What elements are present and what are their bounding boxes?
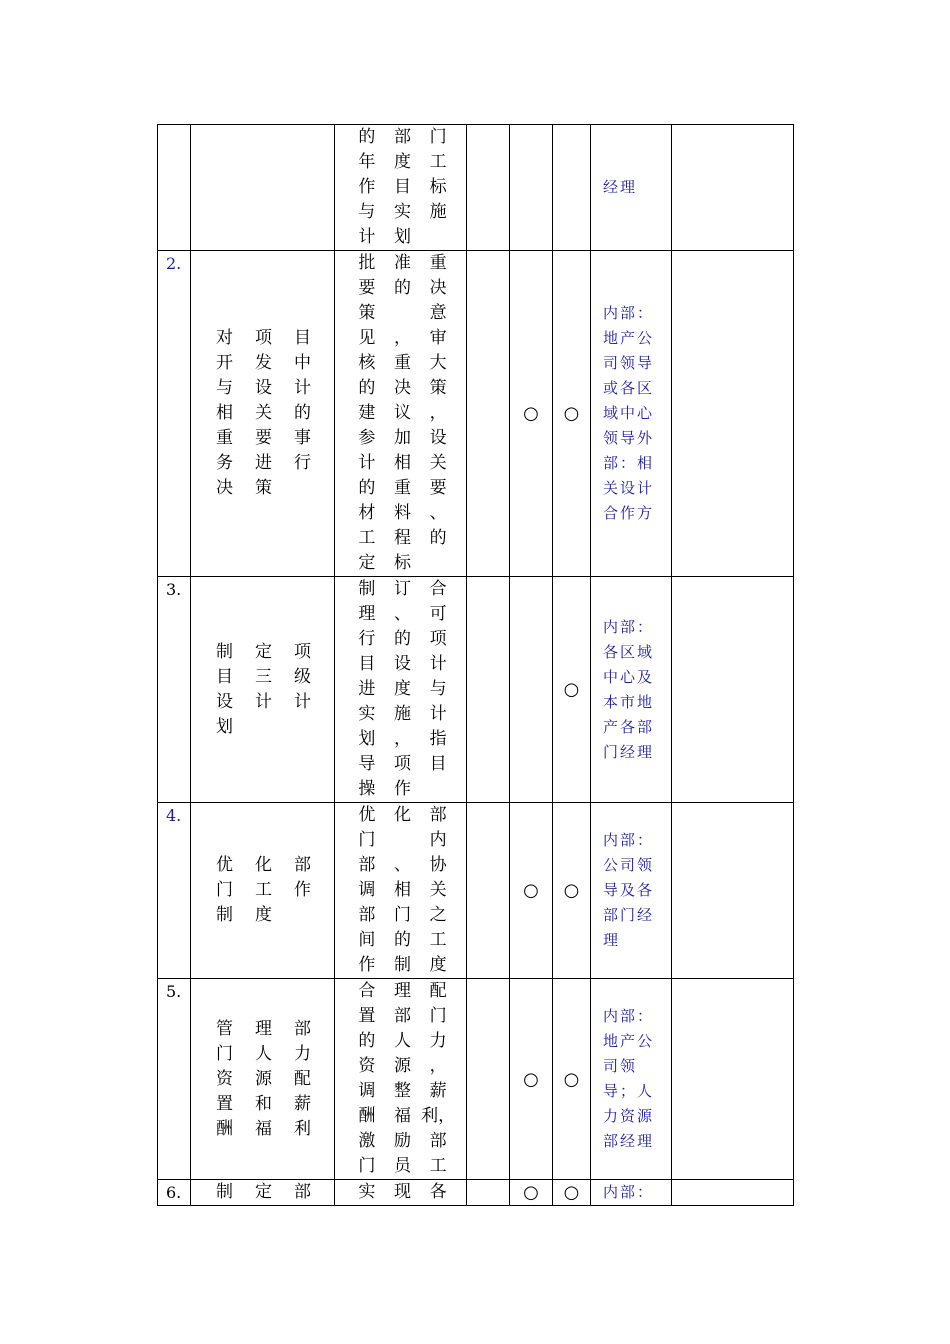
description-char: 订 [393, 579, 411, 599]
description-char: 协 [429, 855, 447, 875]
description-char: 作 [358, 177, 376, 197]
description-char: 励 [393, 1131, 411, 1151]
responsible-party-cell [591, 1180, 672, 1206]
mark-cell-2 [553, 125, 591, 251]
responsible-party-text: 内部： [603, 1183, 655, 1201]
item-char: 管 [216, 1018, 233, 1039]
notes-cell [672, 125, 794, 251]
item-char: 人 [255, 1043, 272, 1064]
description-char: 实 [358, 1182, 376, 1202]
description-char: 审 [429, 328, 447, 348]
description-char: 实 [358, 704, 376, 724]
item-char: 福 [255, 1118, 272, 1139]
description-char: 利， [421, 1106, 456, 1126]
description-char: ， [429, 403, 447, 423]
description-char: 、 [393, 604, 411, 624]
description-char: 项 [429, 629, 447, 649]
responsible-party-cell [591, 251, 672, 577]
description-char: ， [393, 729, 411, 749]
description-char: 与 [429, 679, 447, 699]
description-char: 部 [393, 127, 411, 147]
blank-cell [467, 803, 510, 979]
item-char: 划 [216, 716, 233, 737]
item-char: 行 [294, 453, 311, 473]
responsible-party-text: 经理 [603, 178, 638, 196]
description-cell [335, 1180, 467, 1206]
description-char: 酬 [358, 1106, 376, 1126]
description-char: 划 [393, 227, 411, 247]
description-char: 制 [358, 579, 376, 599]
row-number: 2. [158, 251, 191, 577]
item-text [191, 853, 334, 928]
item-char: 制 [216, 905, 233, 925]
description-char: 的 [393, 930, 411, 950]
description-char: 整 [393, 1081, 411, 1101]
description-char: 现 [393, 1182, 411, 1202]
responsible-party-cell [591, 803, 672, 979]
item-char: 部 [294, 1182, 311, 1202]
description-char: 加 [393, 428, 411, 448]
description-char: 材 [358, 503, 376, 523]
item-char: 发 [255, 353, 272, 373]
description-char: 度 [429, 955, 447, 975]
description-char: 理 [393, 981, 411, 1001]
description-char: 的 [358, 378, 376, 398]
item-char: 项 [255, 328, 272, 348]
description-char: 项 [393, 754, 411, 774]
item-char: 对 [216, 328, 233, 348]
table-row [158, 1180, 794, 1206]
description-char: 要 [358, 278, 376, 298]
description-char: 各 [429, 1182, 447, 1202]
description-char: 指 [429, 729, 447, 749]
item-char: 部 [294, 855, 311, 875]
item-char: 制 [216, 1182, 233, 1202]
description-text [335, 251, 466, 576]
description-char: 目 [429, 754, 447, 774]
notes-cell [672, 577, 794, 803]
description-char: 调 [358, 880, 376, 900]
description-char: 源 [393, 1056, 411, 1076]
description-char: 相 [393, 880, 411, 900]
item-char: 的 [294, 403, 311, 423]
description-char: 目 [358, 654, 376, 674]
description-char [385, 301, 421, 326]
item-text [191, 326, 334, 501]
description-char: 设 [429, 428, 447, 448]
description-char: 薪 [429, 1081, 447, 1101]
blank-cell [467, 1180, 510, 1206]
description-char: 导 [358, 754, 376, 774]
description-char: 重 [429, 253, 447, 273]
description-char: 参 [358, 428, 376, 448]
description-char: 资 [358, 1056, 376, 1076]
description-char: 、 [429, 503, 447, 523]
description-char: 与 [358, 202, 376, 222]
item-cell [191, 1180, 335, 1206]
description-char: 部 [393, 1006, 411, 1026]
description-char: 标 [429, 177, 447, 197]
mark-cell-1 [510, 577, 553, 803]
responsible-party-cell [591, 125, 672, 251]
description-char: 门 [429, 127, 447, 147]
description-char: 福 [393, 1106, 411, 1126]
description-char: 标 [393, 553, 411, 573]
item-cell [191, 577, 335, 803]
description-char: 准 [393, 253, 411, 273]
description-char: 批 [358, 253, 376, 273]
table-row [158, 979, 794, 1180]
item-char: 设 [255, 378, 272, 398]
notes-cell [672, 979, 794, 1180]
blank-cell [467, 251, 510, 577]
item-text [191, 640, 334, 740]
description-char: 调 [358, 1081, 376, 1101]
description-char: 计 [358, 227, 376, 247]
item-char: 资 [216, 1068, 233, 1089]
mark-cell-1 [510, 125, 553, 251]
item-char: 事 [294, 428, 311, 448]
description-char: 重 [393, 478, 411, 498]
description-char: 的 [358, 1031, 376, 1051]
description-char: 相 [393, 453, 411, 473]
item-char: 重 [216, 428, 233, 448]
description-char: 部 [429, 805, 447, 825]
description-char: 行 [358, 629, 376, 649]
item-cell [191, 251, 335, 577]
description-char: ， [393, 328, 411, 348]
description-char: 门 [429, 1006, 447, 1026]
description-char: 度 [393, 152, 411, 172]
item-char: 项 [294, 641, 311, 662]
description-char: 内 [429, 830, 447, 850]
description-char: 见 [358, 328, 376, 348]
mark-cell-1: ○ [510, 251, 553, 577]
description-char: 划 [358, 729, 376, 749]
description-char: 激 [358, 1131, 376, 1151]
notes-cell [672, 251, 794, 577]
item-char: 作 [294, 880, 311, 900]
description-char: 力 [429, 1031, 447, 1051]
description-char: 作 [393, 779, 411, 799]
item-char: 工 [255, 880, 272, 900]
mark-cell-2: ○ [553, 979, 591, 1180]
description-char: 之 [429, 905, 447, 925]
description-text [335, 577, 466, 802]
description-char: 重 [393, 353, 411, 373]
notes-cell [672, 1180, 794, 1206]
item-char: 制 [216, 641, 233, 662]
row-number [158, 125, 191, 251]
item-char: 理 [255, 1018, 272, 1039]
mark-cell-1: ○ [510, 1180, 553, 1206]
blank-cell [467, 577, 510, 803]
description-cell [335, 251, 467, 577]
description-char: 策 [429, 378, 447, 398]
mark-cell-2: ○ [553, 251, 591, 577]
mark-cell-1: ○ [510, 979, 553, 1180]
item-char: 化 [255, 855, 272, 875]
description-char: ， [429, 1056, 447, 1076]
blank-cell [467, 979, 510, 1180]
description-char: 工 [429, 1156, 447, 1176]
item-char: 要 [255, 428, 272, 448]
description-char: 施 [393, 704, 411, 724]
description-char: 关 [429, 880, 447, 900]
item-char: 定 [255, 1182, 272, 1202]
item-char: 与 [216, 378, 233, 398]
description-char: 议 [393, 403, 411, 423]
item-char: 开 [216, 353, 233, 373]
item-char: 计 [294, 378, 311, 398]
table-row [158, 803, 794, 979]
item-char: 度 [255, 905, 272, 925]
responsibility-table [157, 124, 794, 1206]
item-char: 目 [294, 328, 311, 348]
description-char: 料 [393, 503, 411, 523]
description-text [335, 125, 466, 250]
description-char: 的 [358, 478, 376, 498]
mark-cell-1: ○ [510, 803, 553, 979]
description-cell [335, 979, 467, 1180]
item-char: 级 [294, 666, 311, 687]
description-char: 操 [358, 779, 376, 799]
table-row [158, 577, 794, 803]
description-char: 进 [358, 679, 376, 699]
item-char: 策 [255, 478, 272, 498]
description-char: 的 [393, 629, 411, 649]
description-char: 部 [358, 855, 376, 875]
description-char: 门 [358, 830, 376, 850]
item-char: 利 [294, 1118, 311, 1139]
description-char: 门 [358, 1156, 376, 1176]
item-char: 决 [216, 478, 233, 498]
description-char: 决 [429, 278, 447, 298]
description-char: 人 [393, 1031, 411, 1051]
description-char: 理 [358, 604, 376, 624]
notes-cell [672, 803, 794, 979]
item-char: 定 [255, 641, 272, 662]
mark-cell-2: ○ [553, 803, 591, 979]
description-char: 年 [358, 152, 376, 172]
item-char: 优 [216, 855, 233, 875]
description-char: 的 [429, 528, 447, 548]
description-char: 计 [358, 453, 376, 473]
description-char: 程 [393, 528, 411, 548]
item-cell [191, 803, 335, 979]
description-char: 员 [393, 1156, 411, 1176]
description-char: 实 [393, 202, 411, 222]
description-text [335, 979, 466, 1179]
description-char: 设 [393, 654, 411, 674]
description-char: 计 [429, 654, 447, 674]
item-cell [191, 125, 335, 251]
description-char: 施 [429, 202, 447, 222]
description-char: 配 [429, 981, 447, 1001]
responsible-party-cell [591, 979, 672, 1180]
mark-cell-2: ○ [553, 577, 591, 803]
item-char: 计 [255, 691, 272, 712]
description-char: 、 [393, 855, 411, 875]
item-char: 中 [294, 353, 311, 373]
description-char: 间 [358, 930, 376, 950]
description-char: 定 [358, 553, 376, 573]
description-char: 大 [429, 353, 447, 373]
description-char: 策 [358, 303, 376, 323]
description-char: 工 [429, 152, 447, 172]
description-char: 化 [393, 805, 411, 825]
description-char: 建 [358, 403, 376, 423]
item-char: 门 [216, 1043, 233, 1064]
item-char: 计 [294, 691, 311, 712]
description-char: 的 [358, 127, 376, 147]
description-text [335, 803, 466, 978]
description-char: 计 [429, 704, 447, 724]
row-number: 5. [158, 979, 191, 1180]
description-char: 部 [358, 905, 376, 925]
item-char: 和 [255, 1093, 272, 1114]
description-char: 要 [429, 478, 447, 498]
item-char: 关 [255, 403, 272, 423]
description-char: 关 [429, 453, 447, 473]
description-char: 决 [393, 378, 411, 398]
description-char: 作 [358, 955, 376, 975]
item-char: 配 [294, 1068, 311, 1089]
responsible-party-text: 内部：地产公司领导；人力资源部经理 [603, 1007, 655, 1150]
description-char: 度 [393, 679, 411, 699]
description-char: 合 [358, 981, 376, 1001]
description-char: 核 [358, 353, 376, 373]
item-text [191, 1017, 334, 1142]
description-cell [335, 577, 467, 803]
item-char: 进 [255, 453, 272, 473]
item-char: 三 [255, 666, 272, 687]
item-char: 置 [216, 1093, 233, 1114]
responsible-party-text: 内部：各区域中心及本市地产各部门经理 [603, 617, 655, 761]
description-char: 部 [429, 1131, 447, 1151]
item-char: 薪 [294, 1093, 311, 1114]
responsible-party-text: 内部：地产公司领导或各区域中心领导外部：相关设计合作方 [603, 304, 655, 522]
description-char: 可 [429, 604, 447, 624]
row-number: 3. [158, 577, 191, 803]
description-char: 工 [429, 930, 447, 950]
item-char: 源 [255, 1068, 272, 1089]
description-char: 的 [393, 278, 411, 298]
description-char: 工 [358, 528, 376, 548]
table-row [158, 251, 794, 577]
row-number: 6. [158, 1180, 191, 1206]
responsible-party-cell [591, 577, 672, 803]
item-char: 务 [216, 453, 233, 473]
description-char: 置 [358, 1006, 376, 1026]
item-char: 目 [216, 666, 233, 687]
description-cell [335, 803, 467, 979]
description-char: 门 [393, 905, 411, 925]
responsible-party-text: 内部：公司领导及各部门经理 [603, 831, 655, 949]
item-char: 酬 [216, 1118, 233, 1139]
mark-cell-2: ○ [553, 1180, 591, 1206]
description-char: 制 [393, 955, 411, 975]
item-char: 力 [294, 1043, 311, 1064]
row-number: 4. [158, 803, 191, 979]
item-char: 设 [216, 691, 233, 712]
blank-cell [467, 125, 510, 251]
description-char: 目 [393, 177, 411, 197]
item-text [191, 1180, 334, 1205]
item-cell [191, 979, 335, 1180]
item-char: 部 [294, 1018, 311, 1039]
description-text [335, 1180, 466, 1205]
description-char: 合 [429, 579, 447, 599]
description-cell [335, 125, 467, 251]
description-char [385, 828, 421, 853]
item-char: 相 [216, 403, 233, 423]
description-char: 意 [429, 303, 447, 323]
item-char: 门 [216, 880, 233, 900]
description-char: 优 [358, 805, 376, 825]
table-row [158, 125, 794, 251]
